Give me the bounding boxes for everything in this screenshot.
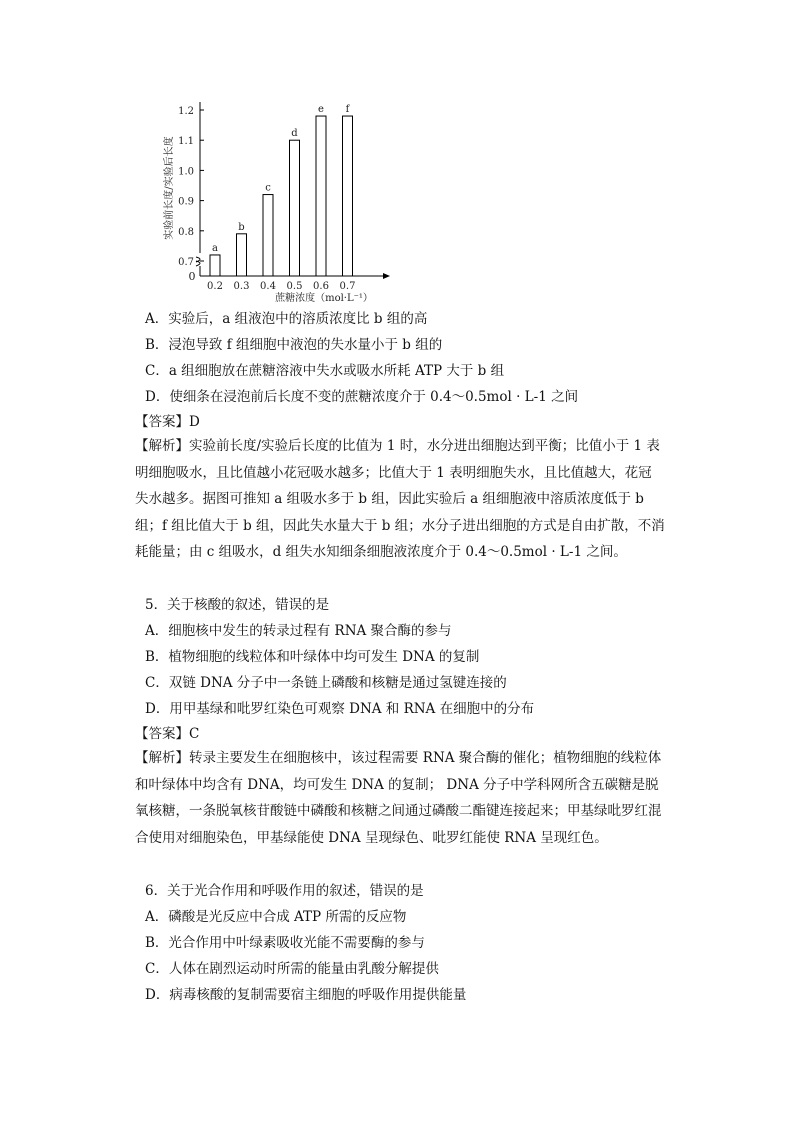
x-axis-label: 蔗糖浓度（mol·L⁻¹） (275, 293, 373, 304)
q6-option-d: D．病毒核酸的复制需要宿主细胞的呼吸作用提供能量 (145, 987, 467, 1003)
q6-stem: 6．关于光合作用和呼吸作用的叙述，错误的是 (145, 883, 424, 899)
bar-label-f: f (345, 104, 350, 116)
q4-option-b: B．浸泡导致 f 组细胞中液泡的失水量小于 b 组的 (145, 337, 443, 353)
q4-analysis: 【解析】实验前长度/实验后长度的比值为 1 时，水分进出细胞达到平衡；比值小于 1 表明细胞吸水，且比值越小花冠吸水越多；比值大于 1 表明细胞失水，且比值越大，花冠失水越多。据图可推知 a 组吸水多于 b 组，因此实验后 a 组细胞液中溶质浓度低于 b 组；f 组比值大于 b 组，因此失水量大于 b 组；水分子进出细胞的方式是自由扩散，不消耗能量；由 c 组吸水，d 组失水知细条细胞液浓度介于 0.4～0.5mol · L-1 之间。 (135, 438, 665, 560)
q5-analysis: 【解析】转录主要发生在细胞核中，该过程需要 RNA 聚合酶的催化；植物细胞的线粒体和叶绿体中均含有 DNA，均可发生 DNA 的复制； DNA 分子中学科网所含五碳糖是脱氧核糖，一条脱氧核苷酸链中磷酸和核糖之间通过磷酸二酯键连接起来；甲基绿吡罗红混合使用对细胞染色，甲基绿能使 DNA 呈现绿色、吡罗红能使 RNA 呈现红色。 (135, 750, 662, 846)
y-tick-label: 1.0 (178, 166, 194, 178)
q6-option-a: A．磷酸是光反应中合成 ATP 所需的反应物 (145, 909, 407, 925)
q5-option-c: C．双链 DNA 分子中一条链上磷酸和核糖是通过氢键连接的 (145, 675, 507, 691)
y-tick-label: 0.7 (178, 257, 194, 268)
bar-label-b: b (238, 221, 245, 233)
bar-b (237, 234, 247, 276)
x-ticks (207, 281, 355, 292)
bar-label-d: d (291, 128, 298, 140)
q4-answer: 【答案】D (135, 414, 200, 430)
x-tick-label: 0.3 (233, 281, 250, 292)
x-tick-label: 0.6 (313, 281, 329, 292)
bar-a (210, 255, 220, 276)
y-tick-label: 1.1 (178, 136, 194, 148)
x-tick-label: 0.5 (286, 281, 303, 292)
y-tick-label: 1.2 (178, 106, 194, 117)
q6-option-b: B．光合作用中叶绿素吸收光能不需要酶的参与 (145, 935, 425, 951)
q5-option-a: A．细胞核中发生的转录过程有 RNA 聚合酶的参与 (145, 623, 452, 639)
bar-label-a: a (212, 242, 218, 254)
origin-label: 0 (188, 270, 196, 283)
bars (210, 104, 353, 276)
x-tick-label: 0.4 (260, 281, 276, 292)
bar-c (263, 195, 273, 276)
q5-stem: 5．关于核酸的叙述，错误的是 (145, 597, 330, 613)
y-tick-label: 0.9 (178, 196, 194, 208)
q6-option-c: C．人体在剧烈运动时所需的能量由乳酸分解提供 (145, 961, 439, 977)
q4-option-a: A．实验后，a 组液泡中的溶质浓度比 b 组的高 (145, 311, 428, 327)
bar-e (316, 116, 326, 276)
x-axis-arrow (383, 273, 390, 279)
q5-answer: 【答案】C (135, 726, 200, 742)
bar-label-c: c (265, 182, 271, 194)
axis-break-mark (196, 257, 200, 266)
bar-f (343, 116, 353, 276)
y-axis-label: 实验前长度/实验后长度 (164, 136, 175, 240)
q5-option-b: B．植物细胞的线粒体和叶绿体中均可发生 DNA 的复制 (145, 649, 480, 665)
y-tick-label: 0.8 (178, 226, 194, 238)
bar-chart (158, 96, 398, 310)
q4-option-c: C．a 组细胞放在蔗糖溶液中失水或吸水所耗 ATP 大于 b 组 (145, 363, 505, 379)
bar-chart-svg (158, 96, 398, 310)
q4-option-d: D．使细条在浸泡前后长度不变的蔗糖浓度介于 0.4～0.5mol · L-1 之间 (145, 389, 579, 405)
bar-label-e: e (318, 104, 324, 116)
q5-option-d: D．用甲基绿和吡罗红染色可观察 DNA 和 RNA 在细胞中的分布 (145, 701, 535, 717)
x-tick-label: 0.7 (339, 281, 356, 292)
bar-d (290, 140, 300, 276)
x-tick-label: 0.2 (207, 281, 223, 292)
